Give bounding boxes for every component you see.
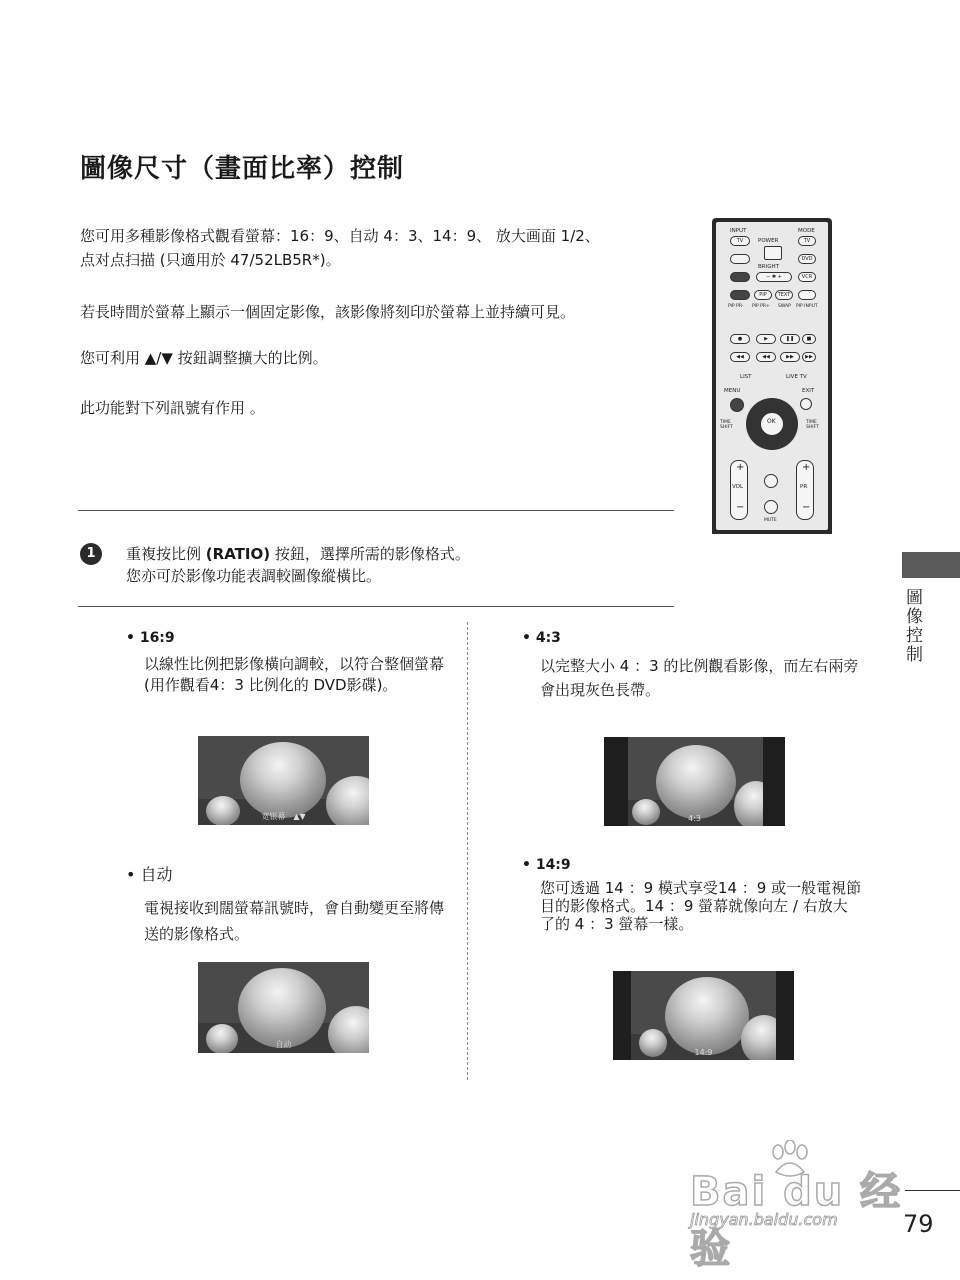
remote-pr-label: PR bbox=[800, 484, 808, 490]
remote-play-button: ▶ bbox=[756, 334, 776, 344]
remote-pr-plus: + bbox=[802, 462, 811, 473]
remote-record-button: ● bbox=[730, 334, 750, 344]
remote-pr-minus: − bbox=[802, 502, 811, 513]
thumb-4-3 bbox=[604, 737, 785, 826]
baidu-watermark bbox=[690, 1140, 905, 1272]
chapter-title: 圖像控制 bbox=[902, 588, 922, 664]
mode-4-3 bbox=[522, 630, 862, 702]
intro-signals: 此功能對下列訊號有作用 。 bbox=[80, 399, 265, 417]
mode-auto-desc: 電視接收到闊螢幕訊號時，會自動變更至將傳送的影像格式。 bbox=[144, 899, 445, 943]
remote-prev-button: ◀◀ bbox=[730, 352, 750, 362]
step-line1-prefix: 重複按比例 bbox=[126, 545, 202, 563]
intro-warning: 若長時間於螢幕上顯示一個固定影像，該影像將刻印於螢幕上並持續可見。 bbox=[80, 303, 576, 321]
remote-pip-button: PIP bbox=[754, 290, 772, 300]
thumb-left-bar bbox=[613, 971, 631, 1060]
mode-14-9-desc: 您可透過 14 ：9 模式享受14 ：9 或一般電視節目的影像格式。14 ：9 螢幕就像向左 / 右放大了的 4 ：3 螢幕一樣。 bbox=[540, 879, 862, 933]
mode-16-9 bbox=[126, 630, 456, 696]
remote-control-image bbox=[712, 218, 832, 534]
remote-fav-button bbox=[764, 474, 778, 488]
thumb-16-9-label: 宽银幕 ▲▼ bbox=[261, 812, 306, 821]
remote-pause-button: ❚❚ bbox=[780, 334, 800, 344]
remote-pip-input-label: PIP INPUT bbox=[796, 304, 818, 309]
step-instructions bbox=[126, 543, 470, 587]
mode-16-9-title: • 16:9 bbox=[126, 630, 175, 646]
remote-bright-label: BRIGHT bbox=[758, 264, 779, 270]
remote-mode-tv-button: TV bbox=[798, 236, 816, 246]
remote-mode-label: MODE bbox=[798, 228, 815, 234]
remote-subtitle-button bbox=[798, 290, 816, 300]
remote-exit-button bbox=[800, 398, 812, 410]
mode-4-3-desc: 以完整大小 4 ：3 的比例觀看影像，而左右兩旁會出現灰色長帶。 bbox=[540, 657, 859, 699]
thumb-right-bar bbox=[776, 971, 794, 1060]
mode-auto bbox=[126, 862, 456, 947]
intro-formats bbox=[80, 224, 660, 272]
remote-vcr-button: VCR bbox=[798, 272, 816, 282]
remote-pip-pr-plus-label: PIP PR+ bbox=[752, 304, 770, 309]
remote-time-shift-label-left: TIME SHIFT bbox=[720, 420, 733, 430]
watermark-brand: Bai du 经验 bbox=[690, 1169, 903, 1272]
remote-input-button bbox=[730, 254, 750, 264]
remote-mute-label: MUTE bbox=[764, 518, 777, 523]
remote-live-tv-label: LIVE TV bbox=[786, 374, 807, 380]
watermark-url: jingyan.baidu.com bbox=[690, 1210, 838, 1229]
remote-stop-button: ■ bbox=[802, 334, 816, 344]
remote-swap-label: SWAP bbox=[778, 304, 791, 309]
step-number-badge: 1 bbox=[80, 543, 102, 565]
remote-list-label: LIST bbox=[740, 374, 752, 380]
thumb-big-sphere bbox=[240, 742, 326, 818]
remote-vol-plus: + bbox=[736, 462, 745, 473]
intro-line-1: 您可用多種影像格式觀看螢幕：16：9、自动 4：3、14：9、 放大画面 1/2、 bbox=[80, 227, 600, 245]
page-number: 79 bbox=[903, 1210, 934, 1238]
remote-vol-label: VOL bbox=[732, 484, 744, 490]
remote-next-button: ▶▶ bbox=[802, 352, 816, 362]
mode-4-3-title: • 4:3 bbox=[522, 630, 561, 646]
remote-dvd-button: DVD bbox=[798, 254, 816, 264]
step-line1-suffix: 按鈕，選擇所需的影像格式。 bbox=[274, 545, 470, 563]
remote-face bbox=[716, 222, 828, 530]
remote-pip-mode-button bbox=[730, 290, 750, 300]
step-line2: 您亦可於影像功能表調較圖像縱橫比。 bbox=[126, 567, 382, 585]
mode-14-9 bbox=[522, 857, 862, 933]
thumb-auto-label: 自动 bbox=[275, 1040, 292, 1049]
remote-rewind-button: ◀◀ bbox=[756, 352, 776, 362]
thumb-auto bbox=[198, 962, 369, 1053]
remote-menu-label: MENU bbox=[724, 388, 741, 394]
remote-tv-button: TV bbox=[730, 236, 750, 246]
remote-time-shift-label-right: TIME SHIFT bbox=[806, 420, 819, 430]
remote-vol-minus: − bbox=[736, 502, 745, 513]
page-number-rule bbox=[905, 1190, 960, 1191]
remote-pip-pr-minus-label: PIP PR- bbox=[728, 304, 744, 309]
thumb-14-9 bbox=[613, 971, 794, 1060]
thumb-14-9-label: 14:9 bbox=[694, 1048, 713, 1057]
page-title: 圖像尺寸（畫面比率）控制 bbox=[80, 154, 405, 184]
remote-text-button: TEXT bbox=[775, 290, 793, 300]
remote-ff-button: ▶▶ bbox=[780, 352, 800, 362]
mode-auto-title: • 自动 bbox=[126, 865, 173, 884]
chapter-tab bbox=[902, 552, 960, 578]
remote-power-label: POWER bbox=[758, 238, 779, 244]
remote-input-label: INPUT bbox=[730, 228, 747, 234]
thumb-big-sphere bbox=[238, 968, 326, 1048]
remote-bright-button: − ✱ + bbox=[756, 272, 792, 282]
mode-14-9-title: • 14:9 bbox=[522, 857, 571, 873]
thumb-4-3-label: 4:3 bbox=[688, 814, 701, 823]
ratio-key-label: (RATIO) bbox=[205, 545, 271, 563]
thumb-right-bar bbox=[763, 737, 785, 826]
remote-ok-label: OK bbox=[767, 418, 776, 425]
remote-menu-button bbox=[730, 398, 744, 412]
intro-arrows: 您可利用 ▲/▼ 按鈕調整擴大的比例。 bbox=[80, 349, 328, 367]
remote-ratio-button bbox=[730, 272, 750, 282]
remote-exit-label: EXIT bbox=[802, 388, 815, 394]
thumb-big-sphere bbox=[665, 977, 749, 1055]
column-divider bbox=[467, 622, 468, 1080]
remote-power-button bbox=[764, 246, 782, 260]
thumb-big-sphere bbox=[656, 745, 736, 819]
intro-line-2: 点对点扫描 (只適用於 47/52LB5R*)。 bbox=[80, 251, 341, 269]
section-divider-bottom bbox=[78, 606, 674, 607]
remote-mute-button bbox=[764, 500, 778, 514]
thumb-left-bar bbox=[604, 737, 628, 826]
section-divider-top bbox=[78, 510, 674, 511]
mode-16-9-desc: 以線性比例把影像橫向調較，以符合整個螢幕 (用作觀看4：3 比例化的 DVD影碟)。 bbox=[144, 655, 445, 694]
thumb-16-9 bbox=[198, 736, 369, 825]
